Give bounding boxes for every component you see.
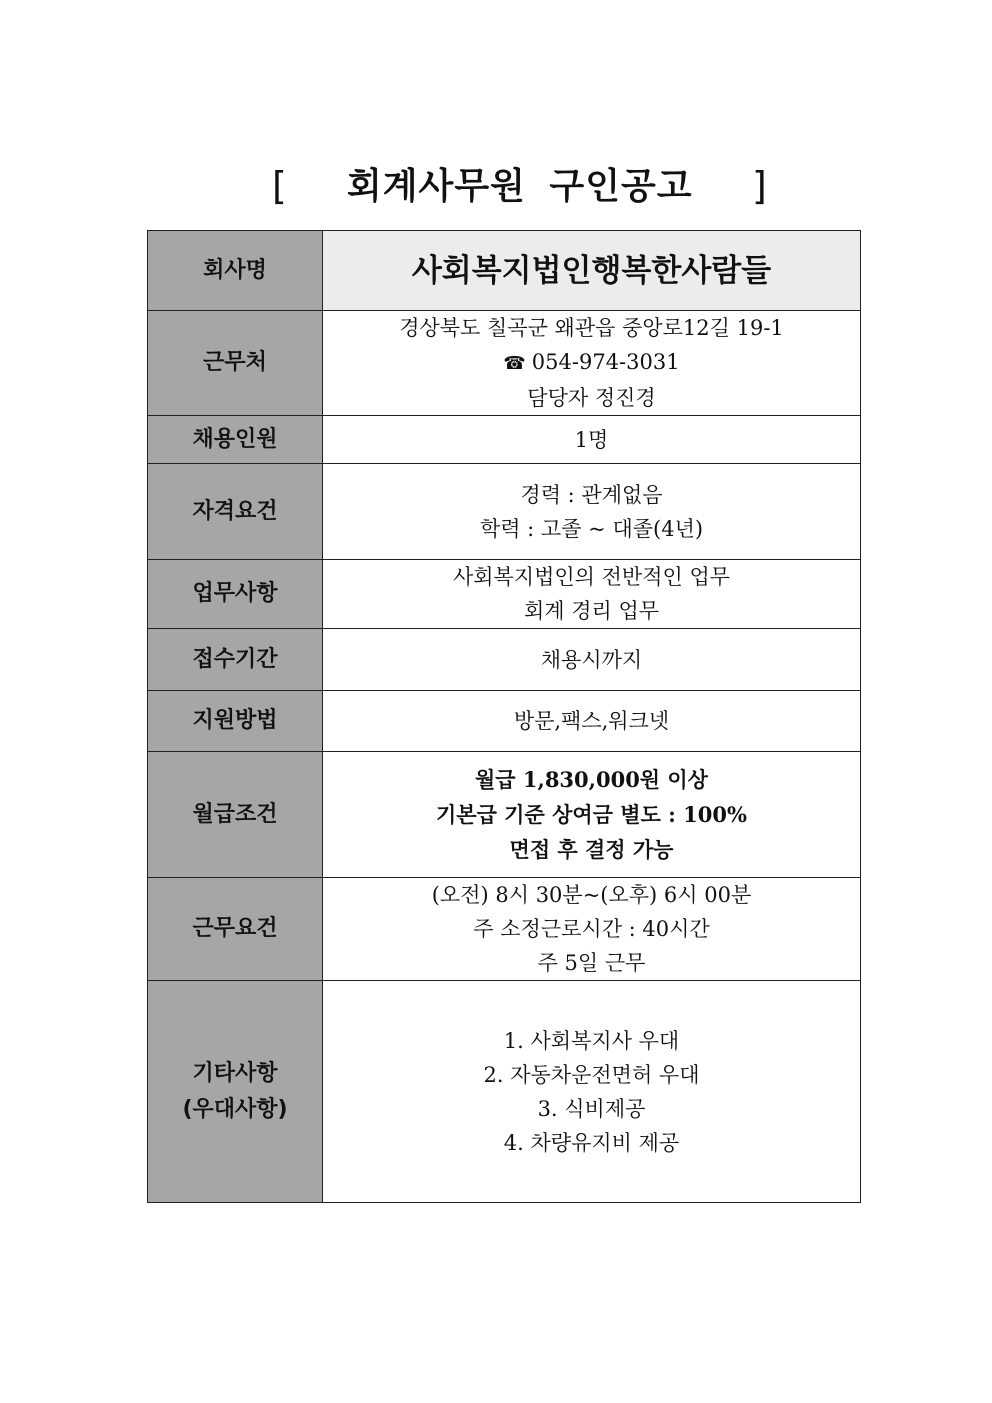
row-qualification xyxy=(148,464,861,560)
value-duties xyxy=(323,560,861,629)
title-left-bracket: [ xyxy=(272,164,287,208)
label-qualification: 자격요건 xyxy=(148,464,323,560)
value-method: 방문,팩스,워크넷 xyxy=(323,691,861,752)
value-workplace xyxy=(323,311,861,416)
etc-line: 3. 식비제공 xyxy=(537,1096,646,1121)
salary-line: 기본급 기준 상여금 별도 : 100% xyxy=(436,802,747,827)
workplace-address: 경상북도 칠곡군 왜관읍 중앙로12길 19-1 xyxy=(399,316,784,340)
label-salary: 월급조건 xyxy=(148,752,323,878)
telephone-icon: ☎ xyxy=(503,353,526,374)
row-conditions xyxy=(148,878,861,981)
qualification-line: 경력 : 관계없음 xyxy=(520,482,663,507)
row-duties xyxy=(148,560,861,629)
value-etc xyxy=(323,981,861,1203)
salary-line: 월급 1,830,000원 이상 xyxy=(475,767,708,792)
salary-line: 면접 후 결정 가능 xyxy=(509,837,674,862)
value-period: 채용시까지 xyxy=(323,629,861,691)
row-etc xyxy=(148,981,861,1203)
row-workplace xyxy=(148,311,861,416)
qualification-line: 학력 : 고졸 ~ 대졸(4년) xyxy=(479,516,704,541)
value-salary xyxy=(323,752,861,878)
conditions-line: 주 소정근로시간 : 40시간 xyxy=(473,917,710,941)
duties-line: 사회복지법인의 전반적인 업무 xyxy=(452,565,731,589)
conditions-line: (오전) 8시 30분~(오후) 6시 00분 xyxy=(431,883,752,907)
etc-line: 4. 차량유지비 제공 xyxy=(503,1130,680,1155)
workplace-phone: 054-974-3031 xyxy=(531,350,680,374)
workplace-contact: 담당자 정진경 xyxy=(527,386,656,410)
label-period: 접수기간 xyxy=(148,629,323,691)
value-headcount: 1명 xyxy=(323,416,861,464)
row-headcount xyxy=(148,416,861,464)
label-method: 지원방법 xyxy=(148,691,323,752)
row-period xyxy=(148,629,861,691)
row-method xyxy=(148,691,861,752)
row-company xyxy=(148,231,861,311)
etc-line: 1. 사회복지사 우대 xyxy=(503,1028,680,1053)
value-company: 사회복지법인행복한사람들 xyxy=(323,231,861,311)
label-duties: 업무사항 xyxy=(148,560,323,629)
workplace-phone-line xyxy=(323,345,860,381)
value-conditions xyxy=(323,878,861,981)
label-conditions: 근무요건 xyxy=(148,878,323,981)
job-notice-table xyxy=(147,230,861,1203)
label-etc xyxy=(148,981,323,1203)
title-text: 회계사무원 구인공고 xyxy=(347,165,693,207)
value-qualification xyxy=(323,464,861,560)
conditions-line: 주 5일 근무 xyxy=(537,951,646,975)
label-etc-line: (우대사항) xyxy=(182,1096,288,1122)
label-workplace: 근무처 xyxy=(148,311,323,416)
etc-line: 2. 자동차운전면허 우대 xyxy=(483,1062,700,1087)
title-right-bracket: ] xyxy=(752,164,767,208)
page-title xyxy=(0,160,992,212)
label-company: 회사명 xyxy=(148,231,323,311)
row-salary xyxy=(148,752,861,878)
duties-line: 회계 경리 업무 xyxy=(523,599,660,623)
label-headcount: 채용인원 xyxy=(148,416,323,464)
label-etc-line: 기타사항 xyxy=(192,1060,278,1086)
